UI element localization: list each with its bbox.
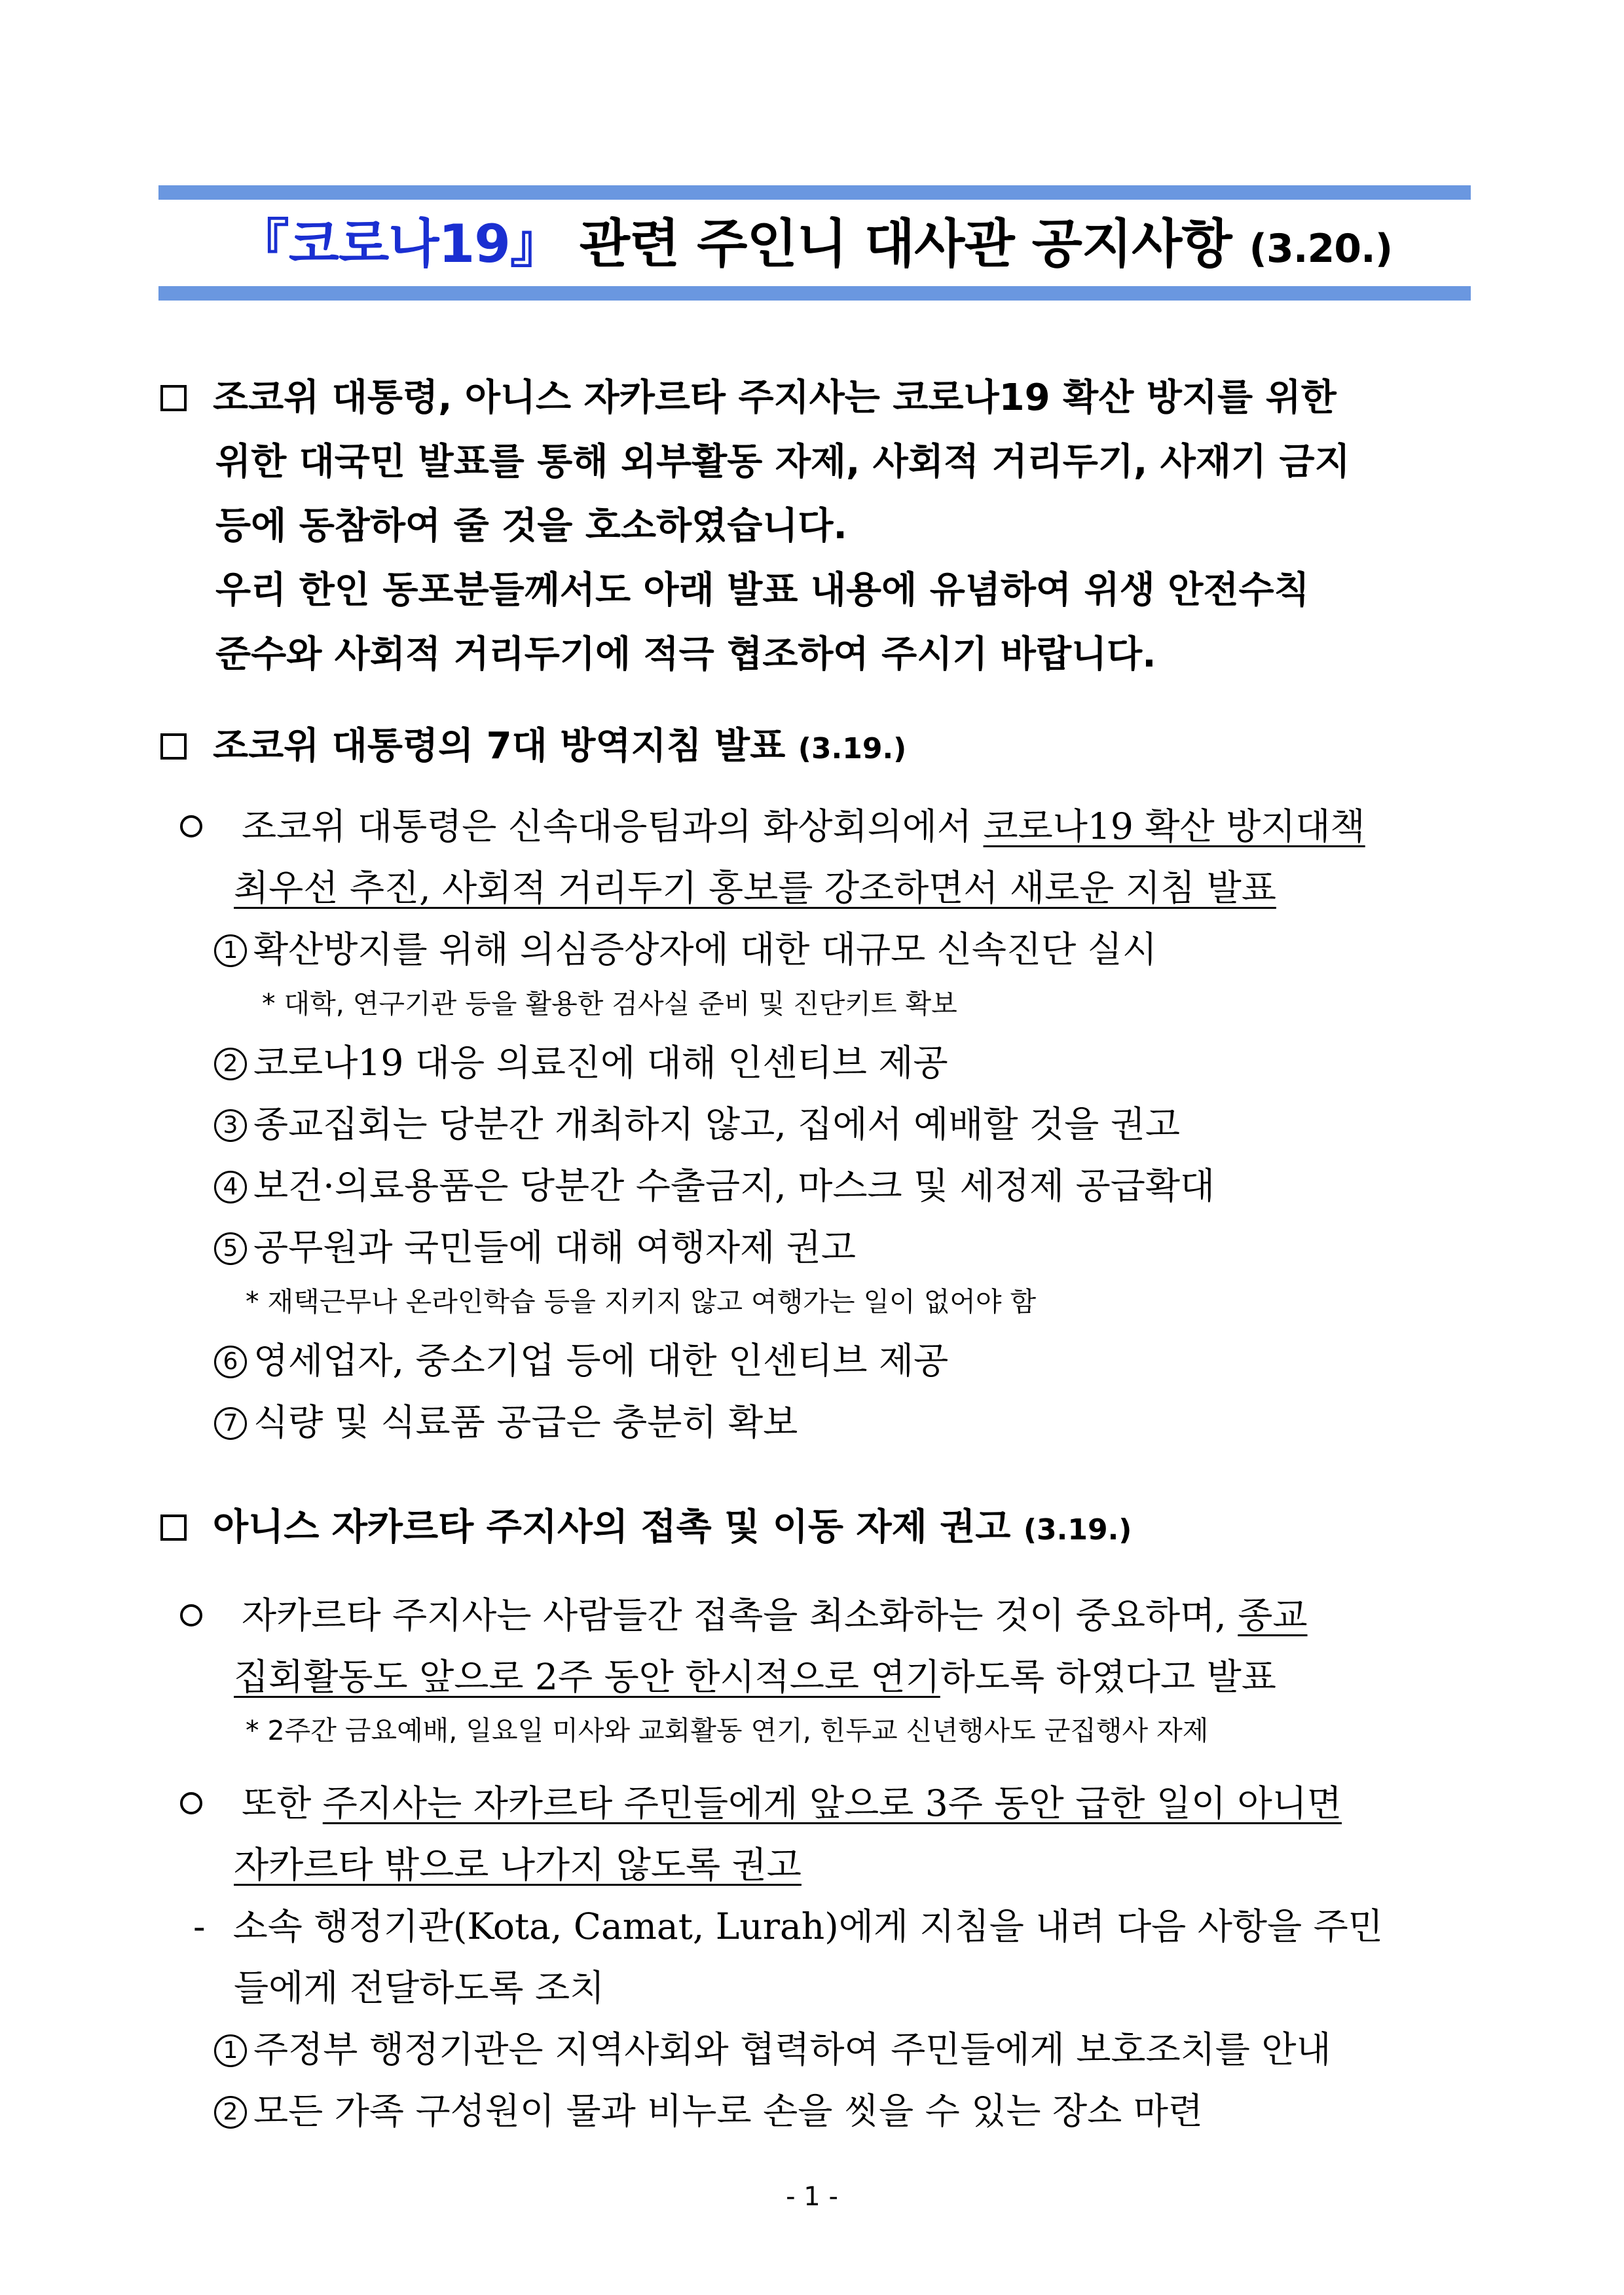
section1-item-7: 7 식량 및 식료품 공급은 충분히 확보	[214, 1391, 798, 1453]
section2-dash-line-2: 들에게 전달하도록 조치	[234, 1967, 605, 2009]
section1-item-5: 5 공무원과 국민들에 대해 여행자제 권고	[214, 1217, 856, 1278]
page-title	[158, 208, 1471, 280]
hollow-circle-bullet-icon	[180, 1792, 202, 1814]
checkbox-square-icon	[160, 385, 187, 411]
section2-bullet1-line-2: 집회활동도 앞으로 2주 동안 한시적으로 연기하도록 하였다고 발표	[234, 1656, 1276, 1698]
section1-note-5: * 재택근무나 온라인학습 등을 지키지 않고 여행가는 일이 없어야 함	[246, 1286, 1037, 1317]
section2-note: * 2주간 금요예배, 일요일 미사와 교회활동 연기, 힌두교 신년행사도 군집행사 자제	[246, 1715, 1209, 1746]
intro-line-1: 조코위 대통령, 아니스 자카르타 주지사는 코로나19 확산 방지를 위한	[160, 365, 1337, 431]
section2-bullet1-line-1: 자카르타 주지사는 사람들간 접촉을 최소화하는 것이 중요하며, 종교	[180, 1585, 1308, 1646]
section2-item-1: 1 주정부 행정기관은 지역사회와 협력하여 주민들에게 보호조치를 안내	[214, 2019, 1331, 2080]
section2-bullet2-line-1: 또한 주지사는 자카르타 주민들에게 앞으로 3주 동안 급한 일이 아니면	[180, 1772, 1342, 1834]
section2-item-2: 2 모든 가족 구성원이 물과 비누로 손을 씻을 수 있는 장소 마련	[214, 2080, 1203, 2142]
intro-line-2: 위한 대국민 발표를 통해 외부활동 자제, 사회적 거리두기, 사재기 금지	[215, 441, 1350, 483]
dash-marker: -	[193, 1905, 206, 1947]
title-main: 관련 주인니 대사관 공지사항	[561, 213, 1232, 274]
section1-item-2: 2 코로나19 대응 의료진에 대해 인센티브 제공	[214, 1032, 948, 1093]
checkbox-square-icon	[160, 733, 187, 760]
section2-bullet2-line-2: 자카르타 밖으로 나가지 않도록 권고	[234, 1844, 802, 1886]
section1-note-1: * 대학, 연구기관 등을 활용한 검사실 준비 및 진단키트 확보	[262, 988, 957, 1019]
section1-item-4: 4 보건·의료용품은 당분간 수출금지, 마스크 및 세정제 공급확대	[214, 1155, 1215, 1217]
title-top-rule	[158, 185, 1471, 200]
page-number: - 1 -	[786, 2182, 838, 2212]
title-highlight: 『코로나19』	[236, 213, 562, 274]
hollow-circle-bullet-icon	[180, 815, 202, 837]
title-date: (3.20.)	[1249, 226, 1393, 272]
intro-line-4: 우리 한인 동포분들께서도 아래 발표 내용에 유념하여 위생 안전수칙	[215, 569, 1310, 612]
section1-item-1: 1 확산방지를 위해 의심증상자에 대한 대규모 신속진단 실시	[214, 919, 1157, 980]
section1-bullet-line-1: 조코위 대통령은 신속대응팀과의 화상회의에서 코로나19 확산 방지대책	[180, 796, 1365, 857]
intro-line-3: 등에 동참하여 줄 것을 호소하였습니다.	[215, 505, 847, 547]
section2-heading: 아니스 자카르타 주지사의 접촉 및 이동 자제 권고 (3.19.)	[160, 1495, 1132, 1563]
checkbox-square-icon	[160, 1515, 187, 1541]
section1-bullet-line-2: 최우선 추진, 사회적 거리두기 홍보를 강조하면서 새로운 지침 발표	[234, 867, 1276, 909]
section1-item-3: 3 종교집회는 당분간 개최하지 않고, 집에서 예배할 것을 권고	[214, 1093, 1180, 1155]
section1-heading: 조코위 대통령의 7대 방역지침 발표 (3.19.)	[160, 714, 906, 782]
title-bottom-rule	[158, 286, 1471, 301]
section2-dash-line-1: - 소속 행정기관(Kota, Camat, Lurah)에게 지침을 내려 다음 사항을 주민	[193, 1905, 1383, 1947]
section1-item-6: 6 영세업자, 중소기업 등에 대한 인센티브 제공	[214, 1330, 948, 1391]
intro-line-5: 준수와 사회적 거리두기에 적극 협조하여 주시기 바랍니다.	[215, 633, 1156, 676]
hollow-circle-bullet-icon	[180, 1604, 202, 1626]
